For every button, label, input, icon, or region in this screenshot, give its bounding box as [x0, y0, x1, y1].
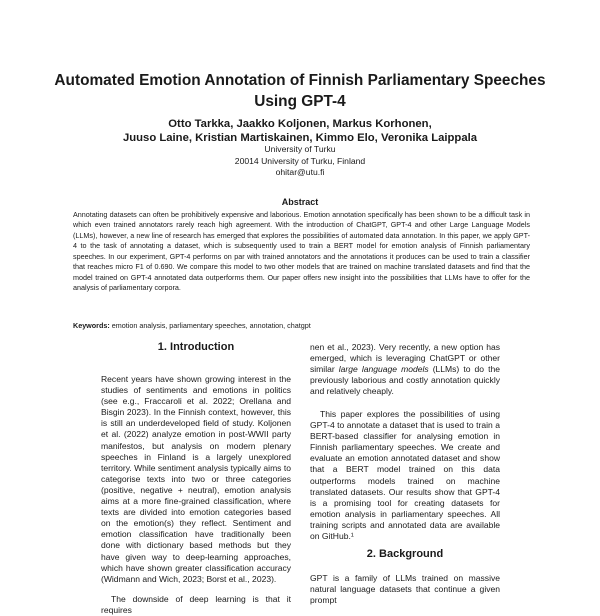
keywords-text: emotion analysis, parliamentary speeches, annotation, chatgpt — [111, 321, 311, 330]
section-2-paragraph-1: GPT is a family of LLMs trained on massive natural language datasets that continue a given prompt — [310, 573, 500, 606]
right-paragraph-1 — [310, 342, 500, 397]
paper-title: Automated Emotion Annotation of Finnish Parliamentary Speeches Using GPT-4 — [54, 72, 546, 110]
address: 20014 University of Turku, Finland — [234, 155, 366, 166]
section-2-heading: 2. Background — [366, 548, 444, 560]
section-1-paragraph-1: Recent years have shown growing interest in the studies of sentiments and emotions in politics (see e.g., Fraccaroli et al. 2022; Orellana and Bisgin 2023). In the Finnish context, however, this is still an underdeveloped field of study. Koljonen et al. (2022) analyze emotion in post-WWII party manifestos, but analysis on modern plenary speeches in Finland is a largely unexplored territory. While sentiment analysis typically aims to categorise texts into two or three categories (positive, negative + neutral), emotion analysis aims at a more fine-grained classification, where texts are divided into emotion categories based on the emotion(s) they reflect. Sentiment and emotion classification have traditionally been done with dictionary based methods but they have given way to deep-learning approaches, which have shown greater classification accuracy (Widmann and Wich, 2023; Borst et al., 2023). — [101, 374, 291, 584]
right-p1-italic: large language models — [338, 364, 429, 375]
right-p1-text-a: nen et al., 2023). Very recently, a new option has emerged, which is leveraging ChatGPT or other similar — [310, 342, 500, 375]
authors-line-1: Otto Tarkka, Jaakko Koljonen, Markus Korhonen, — [168, 118, 432, 130]
affiliation-block — [40, 144, 560, 179]
section-1-heading: 1. Introduction — [157, 341, 235, 353]
abstract-text: Annotating datasets can often be prohibitively expensive and laborious. Emotion annotation specifically has been shown to be a difficult task in which even trained annotators rarely reach high agreement. With the introduction of ChatGPT, GPT-4 and other Large Language Models (LLMs), however, a new line of research has emerged that explores the possibilities of automated data annotation. In this paper, we apply GPT-4 to the task of annotating a dataset, which is subsequently used to train a BERT model for emotion analysis of Finnish parliamentary speeches. In our experiment, GPT-4 performs on par with trained annotators and the annotations it produces can be used to train a classifier that reaches micro F1 of 0.690. We compare this model to two other models that are trained on machine translated datasets and find that the model trained on GPT-4 annotated data outperforms them. Our paper offers new insight into the possibilities that LLMs have to offer for the analysis of parliamentary corpora. — [73, 210, 530, 293]
keywords-label: Keywords: — [73, 321, 110, 330]
abstract-heading: Abstract — [281, 197, 319, 207]
keywords-line — [73, 321, 530, 331]
email[interactable]: ohitar@utu.fi — [275, 167, 325, 178]
section-1-paragraph-2: The downside of deep learning is that it requires — [101, 594, 291, 616]
authors-line-2: Juuso Laine, Kristian Martiskainen, Kimmo Elo, Veronika Laippala — [122, 132, 478, 144]
affiliation: University of Turku — [264, 144, 336, 154]
author-list — [40, 117, 560, 145]
right-p1-text-b: (LLMs) to do the previously laborious and costly annotation quickly and relatively cheaply. — [310, 364, 500, 397]
right-paragraph-2: This paper explores the possibilities of using GPT-4 to annotate a dataset that is used to train a BERT-based classifier for analysing emotion in Finnish parliamentary speeches. We create and evaluate an emotion annotated dataset and show that a BERT model trained on this data outperforms models trained on machine translated datasets. Our results show that GPT-4 is a promising tool for creating datasets for emotion analysis in parliamentary speeches. All training scripts and annotated data are available on GitHub.¹ — [310, 409, 500, 542]
